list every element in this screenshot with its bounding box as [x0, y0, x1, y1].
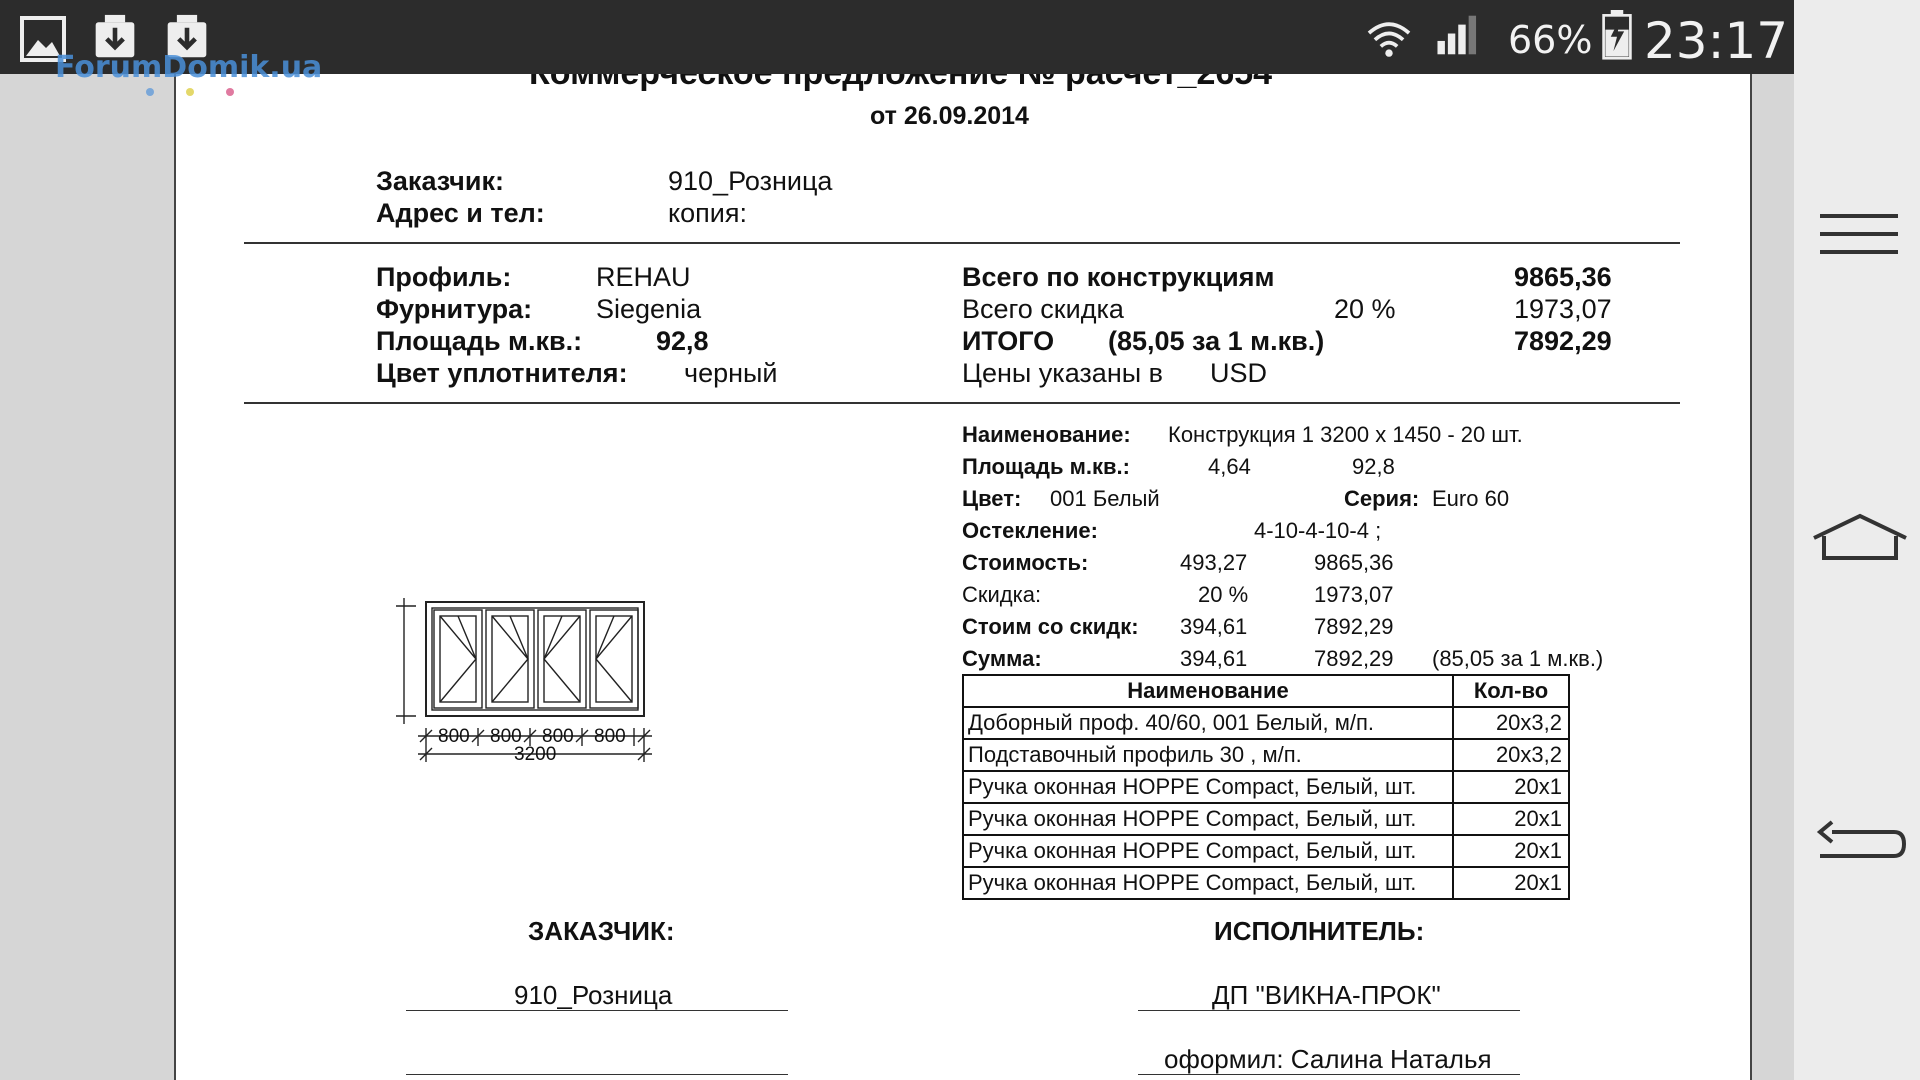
- window-sash: [486, 610, 534, 708]
- table-row: [963, 835, 1569, 867]
- customer-signature-heading: ЗАКАЗЧИК:: [528, 916, 675, 946]
- battery-charging-icon: [1594, 10, 1640, 60]
- profile-value: REHAU: [596, 262, 691, 292]
- sash-width-label: 800: [438, 726, 470, 747]
- seal-label: Цвет уплотнителя:: [376, 358, 628, 388]
- signature-line: [406, 1074, 788, 1075]
- construction-area-unit: 4,64: [1208, 454, 1251, 479]
- watermark-dot: [186, 88, 194, 96]
- watermark-logo: ForumDomik.ua: [55, 50, 323, 85]
- currency-value: USD: [1210, 358, 1268, 388]
- construction-glazing-label: Остекление:: [962, 518, 1098, 543]
- document-date: от 26.09.2014: [870, 102, 1029, 130]
- item-name: Ручка оконная HOPPE Compact, Белый, шт.: [963, 771, 1453, 803]
- construction-cost-label: Стоимость:: [962, 550, 1089, 575]
- construction-sum-unit: 394,61: [1180, 646, 1248, 671]
- construction-discounted-total: 7892,29: [1314, 614, 1394, 639]
- navigation-bar: [1794, 0, 1920, 1080]
- construction-name-value: Конструкция 1 3200 x 1450 - 20 шт.: [1168, 422, 1523, 447]
- table-row: [963, 707, 1569, 739]
- construction-series-label: Серия:: [1344, 486, 1420, 511]
- customer-value: 910_Розница: [668, 166, 833, 196]
- hardware-value: Siegenia: [596, 294, 702, 324]
- signature-line: [1138, 1010, 1520, 1011]
- item-name: Доборный проф. 40/60, 001 Белый, м/п.: [963, 707, 1453, 739]
- signature-line: [1138, 1074, 1520, 1075]
- home-icon[interactable]: [1810, 512, 1910, 562]
- construction-name-label: Наименование:: [962, 422, 1131, 447]
- construction-sum-per-m2: (85,05 за 1 м.кв.): [1432, 646, 1604, 671]
- window-sash: [590, 610, 638, 708]
- item-qty: 20x1: [1453, 835, 1569, 867]
- item-name: Ручка оконная HOPPE Compact, Белый, шт.: [963, 835, 1453, 867]
- construction-sum-total: 7892,29: [1314, 646, 1394, 671]
- watermark-dot: [226, 88, 234, 96]
- construction-series-value: Euro 60: [1432, 486, 1510, 511]
- window-drawing: [396, 510, 756, 765]
- clock: 23:17: [1644, 12, 1789, 70]
- grand-total-value: 7892,29: [1514, 326, 1612, 356]
- column-header-qty: Кол-во: [1453, 675, 1569, 707]
- construction-sum-label: Сумма:: [962, 646, 1042, 671]
- watermark-dot: [146, 88, 154, 96]
- menu-icon[interactable]: [1818, 212, 1900, 256]
- currency-label: Цены указаны в: [962, 358, 1163, 388]
- back-icon[interactable]: [1812, 818, 1908, 868]
- construction-cost-total: 9865,36: [1314, 550, 1394, 575]
- window-sash: [434, 610, 482, 708]
- document-page[interactable]: [174, 74, 1752, 1080]
- hardware-label: Фурнитура:: [376, 294, 533, 324]
- column-header-name: Наименование: [963, 675, 1453, 707]
- table-row: [963, 739, 1569, 771]
- construction-cost-unit: 493,27: [1180, 550, 1248, 575]
- battery-percent: 66%: [1508, 18, 1593, 62]
- table-header-row: [963, 675, 1569, 707]
- construction-discount-total: 1973,07: [1314, 582, 1394, 607]
- sash-width-label: 800: [594, 726, 626, 747]
- area-value: 92,8: [656, 326, 709, 356]
- item-qty: 20x1: [1453, 803, 1569, 835]
- construction-color-value: 001 Белый: [1050, 486, 1160, 511]
- item-qty: 20x1: [1453, 867, 1569, 899]
- seal-value: черный: [684, 358, 778, 388]
- divider-line: [244, 242, 1680, 244]
- items-table: [962, 674, 1570, 900]
- total-label: Всего по конструкциям: [962, 262, 1275, 292]
- construction-discount-label: Скидка:: [962, 582, 1042, 607]
- wifi-icon: [1366, 14, 1412, 64]
- total-value: 9865,36: [1514, 262, 1612, 292]
- discount-value: 1973,07: [1514, 294, 1612, 324]
- customer-label: Заказчик:: [376, 166, 504, 196]
- status-bar: [0, 0, 1794, 85]
- item-name: Ручка оконная HOPPE Compact, Белый, шт.: [963, 867, 1453, 899]
- construction-discounted-unit: 394,61: [1180, 614, 1248, 639]
- grand-total-per-m2: (85,05 за 1 м.кв.): [1108, 326, 1325, 356]
- item-qty: 20x3,2: [1453, 739, 1569, 771]
- item-qty: 20x1: [1453, 771, 1569, 803]
- construction-area-label: Площадь м.кв.:: [962, 454, 1130, 479]
- construction-discounted-label: Стоим со скидк:: [962, 614, 1139, 639]
- area-label: Площадь м.кв.:: [376, 326, 583, 356]
- contractor-signature-name: ДП "ВИКНА-ПРОК": [1212, 980, 1441, 1010]
- sash-width-label: 800: [490, 726, 522, 747]
- discount-percent: 20 %: [1334, 294, 1396, 324]
- construction-glazing-value: 4-10-4-10-4 ;: [1254, 518, 1382, 543]
- item-qty: 20x3,2: [1453, 707, 1569, 739]
- address-value: копия:: [668, 198, 747, 228]
- table-row: [963, 867, 1569, 899]
- total-width-label: 3200: [514, 744, 557, 765]
- divider-line: [244, 402, 1680, 404]
- profile-label: Профиль:: [376, 262, 512, 292]
- window-sash: [538, 610, 586, 708]
- customer-signature-name: 910_Розница: [514, 980, 673, 1010]
- signal-strength-icon: [1436, 10, 1482, 60]
- address-label: Адрес и тел:: [376, 198, 545, 228]
- sash-width-label: 800: [542, 726, 574, 747]
- construction-area-total: 92,8: [1352, 454, 1395, 479]
- construction-color-label: Цвет:: [962, 486, 1022, 511]
- construction-discount-percent: 20 %: [1198, 582, 1249, 607]
- item-name: Подставочный профиль 30 , м/п.: [963, 739, 1453, 771]
- prepared-by: оформил: Салина Наталья: [1164, 1044, 1492, 1074]
- table-row: [963, 803, 1569, 835]
- contractor-signature-heading: ИСПОЛНИТЕЛЬ:: [1214, 916, 1425, 946]
- signature-line: [406, 1010, 788, 1011]
- table-row: [963, 771, 1569, 803]
- grand-total-label: ИТОГО: [962, 326, 1055, 356]
- discount-label: Всего скидка: [962, 294, 1124, 324]
- item-name: Ручка оконная HOPPE Compact, Белый, шт.: [963, 803, 1453, 835]
